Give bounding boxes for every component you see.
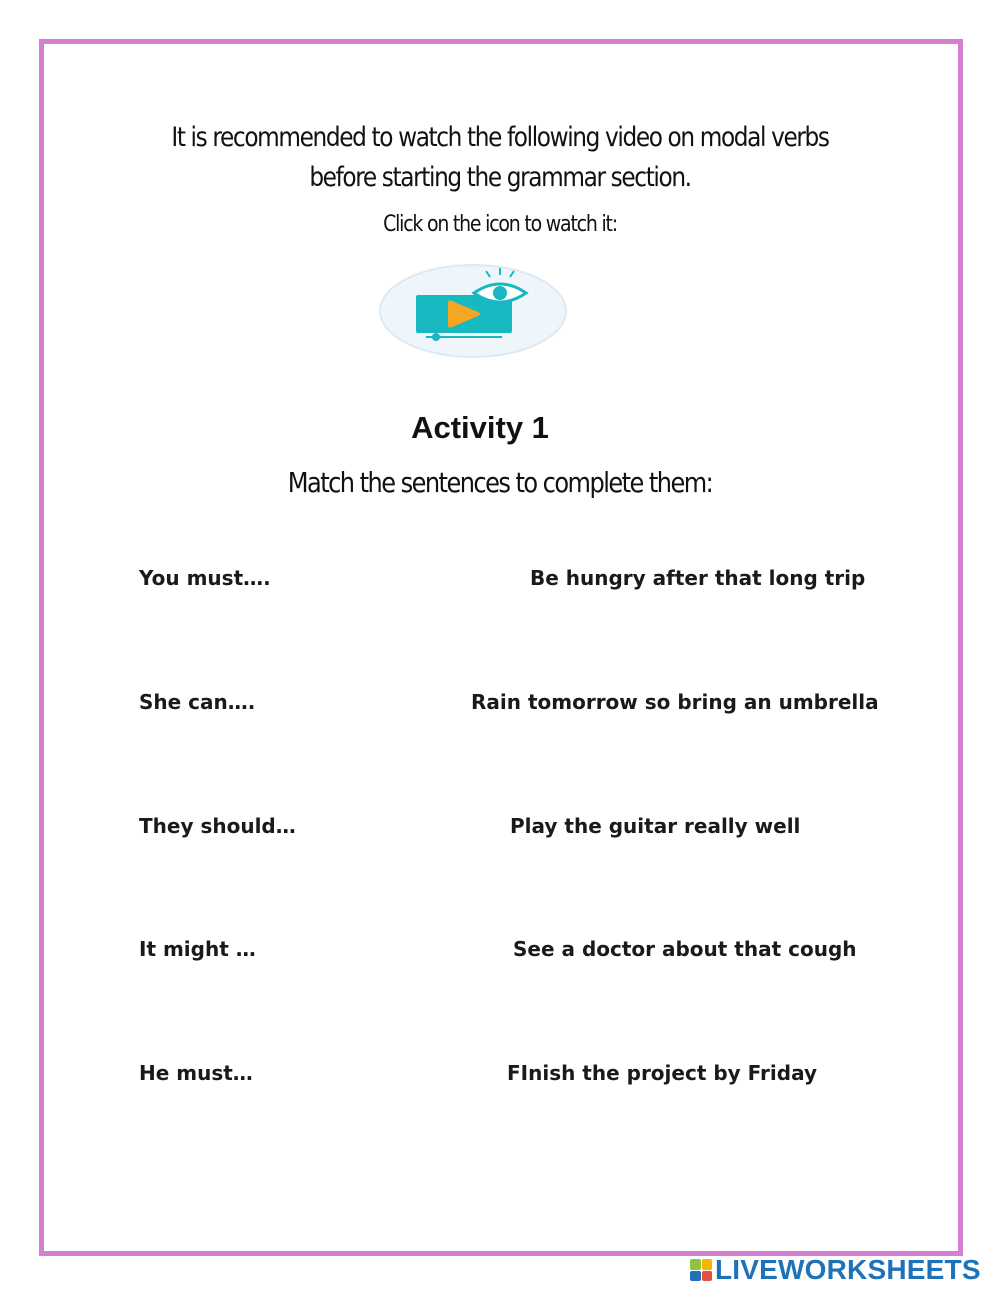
video-player-eye-icon: [378, 263, 568, 359]
right-item-5: FInish the project by Friday: [507, 1061, 817, 1085]
right-item-2: Rain tomorrow so bring an umbrella: [471, 690, 879, 714]
watch-video-button[interactable]: [378, 263, 568, 359]
intro-line-2: before starting the grammar section.: [309, 162, 691, 193]
intro-line-1: It is recommended to watch the following video on modal verbs: [171, 122, 829, 153]
activity-title: Activity 1: [411, 410, 549, 445]
right-item-3: Play the guitar really well: [510, 814, 801, 838]
logo-text: LIVEWORKSHEETS: [715, 1254, 981, 1285]
liveworksheets-logo: [690, 1254, 981, 1286]
activity-instruction: Match the sentences to complete them:: [287, 466, 713, 499]
left-item-1: You must….: [139, 566, 271, 590]
left-item-2: She can….: [139, 690, 256, 714]
click-instruction: Click on the icon to watch it:: [383, 212, 617, 237]
left-item-4: It might …: [139, 937, 256, 961]
left-item-5: He must…: [139, 1061, 253, 1085]
right-item-1: Be hungry after that long trip: [530, 566, 866, 590]
logo-mark-icon: [690, 1259, 712, 1281]
left-item-3: They should…: [139, 814, 296, 838]
right-item-4: See a doctor about that cough: [513, 937, 857, 961]
